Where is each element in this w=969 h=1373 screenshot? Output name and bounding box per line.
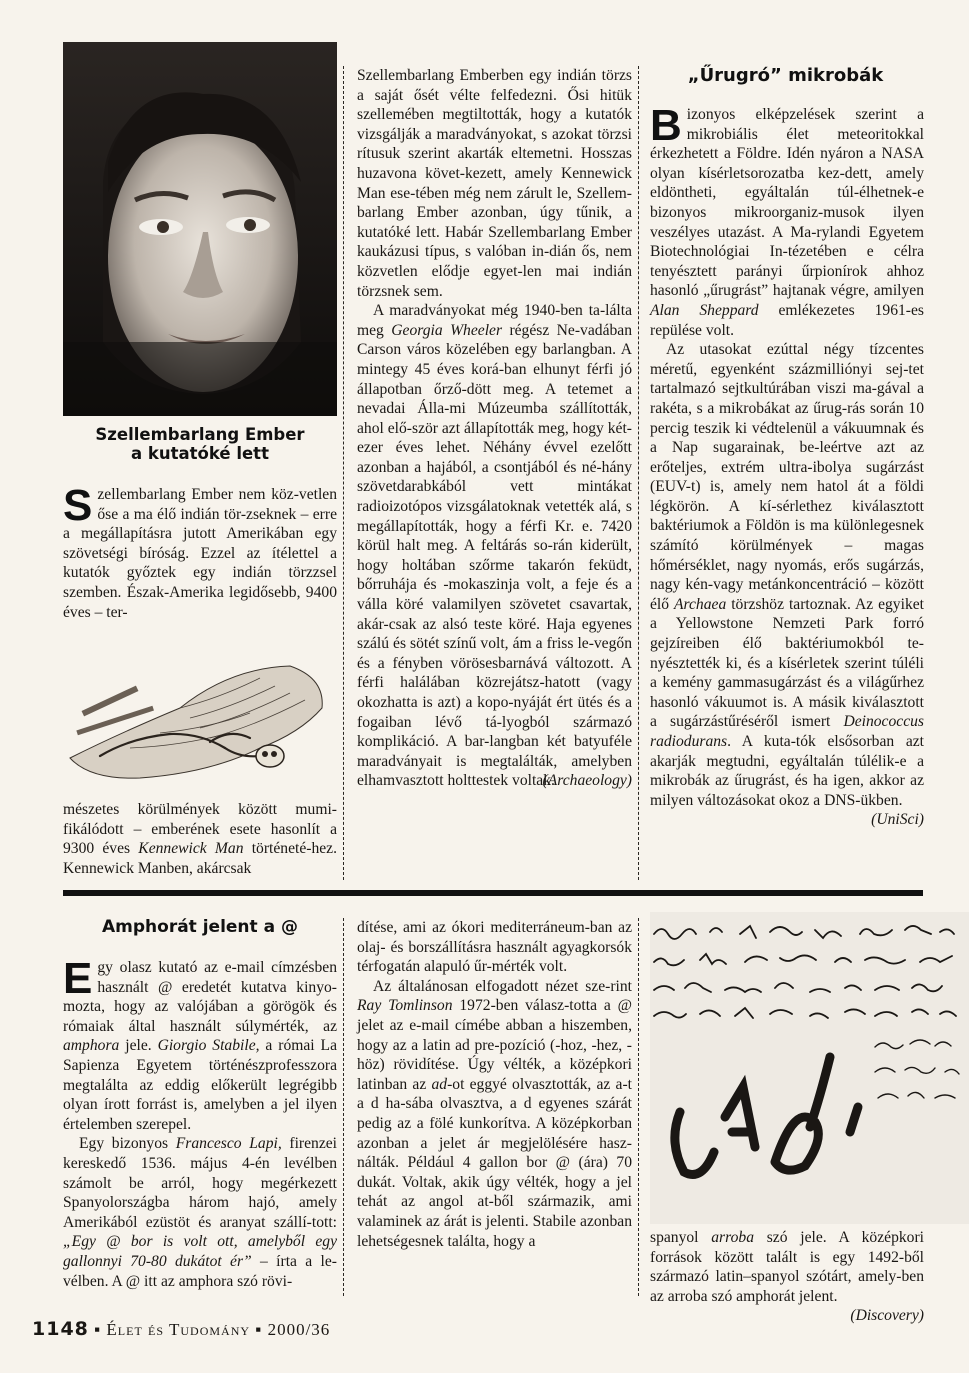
italic-name: Francesco Lapi,	[175, 1135, 282, 1153]
source-citation: (Archaeology)	[542, 772, 632, 790]
page-footer	[32, 1318, 330, 1340]
italic-name: Alan Sheppard	[650, 301, 759, 319]
section-divider	[63, 890, 923, 896]
italic-term: amphora	[63, 1037, 120, 1055]
article-heading: „Űrugró” mikrobák	[687, 65, 884, 86]
article-heading-line2: a kutatóké lett	[131, 444, 269, 463]
article-column-3: spanyol arroba szó jele. A középkori források között talált is egy 1492-ből származó latin–spanyol szótárt, amely-ben az arroba szó amphorát jelent. (Discovery)	[650, 1229, 924, 1325]
italic-name: Archaea	[674, 595, 727, 613]
paragraph: Szellembarlang Emberben egy indián törzs a saját ősét vélte felfedezni. Ősi hitük szellemében megtiltották, hogy a kutatók vizsgálják a maradványokat, s azokat törzsi rítusuk szerint akarták eltemetni. Hosszas huzavona követ-kezett, amely Kennewick Man ese-tében még nem zárult le, Szellem-barlang Ember azonban, úgy tűnik, a kutatóké lett. Habár Szellembarlang Ember kaukázusi típus, s valóban in-dián ős, nem közvetlen elődje egyet-len mai indián törzsnek sem.	[357, 67, 632, 300]
article-column-1-continuation: mészetes körülmények között mumi-fikálódott – emberének esete hasonlít a 9300 éves Kennewick Man történeté-hez. Kennewick Manben, akárcsak	[63, 801, 337, 877]
issue-number: 2000/36	[267, 1320, 331, 1339]
footer-bullet: ▪	[94, 1320, 102, 1339]
drop-cap: S	[63, 481, 93, 530]
italic-term: arroba	[711, 1229, 754, 1246]
mummy-illustration	[60, 638, 338, 790]
italic-term: ad	[431, 1075, 448, 1093]
column-separator	[638, 66, 639, 880]
article-heading: Amphorát jelent a @	[102, 917, 298, 937]
italic-quote: „Egy @ bor is volt ott, amelyből egy gallonnyi 70-80 dukátot ér”	[63, 1233, 337, 1270]
italic-name: Giorgio Stabile,	[157, 1037, 260, 1055]
italic-name: Ray Tomlinson	[357, 997, 453, 1015]
portrait-photo	[63, 42, 337, 416]
manuscript-scan	[650, 912, 969, 1224]
article-column-2: Szellembarlang Emberben egy indián törzs a saját ősét vélte felfedezni. Ősi hitük szellemében megtiltották, hogy a kutatók vizsgálják a maradványokat, s azokat törzsi rítusuk szerint akarták eltemetni. Hosszas huzavona követ-kezett, amely Kennewick Man ese-tében még nem zárult le, Szellem-barlang Ember azonban, úgy tűnik, a kutatóké lett. Habár Szellembarlang Ember kaukázusi típus, s valóban in-dián ős, nem közvetlen elődje egyet-len mai indián törzsnek sem. A maradványokat még 1940-ben ta-lálta meg Georgia Wheeler régész Ne-vadában Carson város közelében egy barlangban. A mintegy 45 éves korá-ban elhunyt férfi jó állapotban őrző-dött meg. A tetemet a nevadai Álla-mi Múzeumba szállították, ahol elő-ször azt állapították meg, hogy két-ezer éves lehet. Néhány évvel ezelőtt azonban a hajából, a csontjából és né-hány szövetdarabkából vett mintákat radioizotópos vizsgálatoknak vetették alá, s megállapították, hogy a férfi Kr. e. 7420 körül halt meg. A feltárás so-rán kiderült, hogy holtában szőrme takarón feküdt, bőrruhája és -mokaszinja volt, a feje és a válla köré valamilyen szövetet csavartak, akár-csak az alsó teste köré. Haja egyenes szálú és sötét színű volt, ám a friss le-vegőn és a fényben vörösesbarnává változott. A férfi halálában közrejátsz-hatott (vagy okozhatta is azt) a kopo-nyáját ért ütés és a fogaiban lévő tá-lyogból származó komplikáció. A bar-langban két batyuféle maradványait is megtalálták, amelyben elhamvasztott holttestek voltak. (Archaeology)	[357, 67, 633, 790]
article-column-2: dítése, ami az ókori mediterráneum-ban az olaj- és borszállításra használt agyagkorsók térfogatán alapuló űr-mérték volt. Az általánosan elfogadott nézet sze-rint Ray Tomlinson 1972-ben válasz-totta a @ jelet az e-mail címébe abban a hiszemben, hogy az a latin ad pre-pozíció (-hoz, -hez, -höz) rövidítése. Úgy vélték, a középkori latinban az ad-ot eggyé olvasztották, az a-t a d ha-sába olvasztva, a d egyenes szárát pedig az a fölé kunkorítva. A középkorban azonban a jelet ár megjelölésére hasz-nálták. Például 4 gallon bor @ (ára) 70 dukát. Voltak, akik úgy vélték, hogy a jel tehát az angol at-ből származik, ami valaminek az árát is jelenti. Stabile azonban lehetségesnek találta, hogy a	[357, 919, 633, 1250]
column-separator	[343, 66, 344, 880]
article-column-1: Egy olasz kutató az e-mail címzésben használt @ eredetét kutatva kinyo-mozta, hogy az valójában a görögök és rómaiak által használt súlymérték, az amphora jele. Giorgio Stabile, a római La Sapienza Egyetem történészprofesszora megtalálta az eddig előkerült legrégibb olyan írott forrást is, amelyben a jel ilyen értelemben szerepel. Egy bizonyos Francesco Lapi, firenzei kereskedő 1536. május 4-én levélben számolt be arról, hogy megérkezett Spanyolországba három hajó, amely Amerikából ezüstöt és aranyat szállí-tott: „Egy @ bor is volt ott, amelyből egy gallonnyi 70-80 dukátot ér” – írta a le-vélben. A @ itt az amphora szó rövi-	[63, 954, 338, 1290]
article-column-3: Bizonyos elképzelések szerint a mikrobiális élet meteoritokkal érkezhetett a Földre. Idén nyáron a NASA olyan kísérletsorozatba kez-dett, amely eldöntheti, egyáltalán túl-élhetnek-e bizonyos mikroorganiz-musok ilyen veszélyes utazást. A Ma-rylandi Egyetem Biotechnológiai In-tézetében e célra tenyésztett parányi űrpionírok ahhoz hasonló „űrugrást” hajtanak végre, amilyen Alan Sheppard emlékezetes 1961-es repülése volt. Az utasokat ezúttal négy tízcentes méretű, egyenként százmilliónyi sej-tet tartalmazó sejtkultúrában viszi ma-gával a rakéta, s a mikrobákat az űrug-rás során 10 percig teszik ki védtelenül a vákuumnak és a Nap sugarainak, be-leértve azt az erőteljes, extrém ultra-ibolya sugárzást (EUV-t) is, amely nem hatol át a földi légkörön. A kí-sérlethez kiválasztott baktériumok a Földön is ma különlegesnek számító körülmények – magas hőmérséklet, nagy nyomás, erős sugárzás, nagy kén-vagy metánkoncentráció – között élő Archaea törzshöz tartoznak. Az egyiket a Yellowstone Nemzeti Park forró gejzíreiben élő baktériumokból te-nyésztették ki, és a kísérletek szerint túléli a kemény gammasugárzást és a világűrhez hasonló vákuumot is. A másik kiválasztott a sugárzástűréséről ismert Deinococcus radiodurans. A kuta-tók elsősorban azt akarják megtudni, egyáltalán túlélik-e a mikrobák az űrugrást, és ha igen, akkor az milyen változásokat okoz a DNS-ükben. (UniSci)	[650, 101, 924, 829]
paragraph: zellembarlang Ember nem köz-vetlen őse a ma élő indián tör-zseknek – erre a megállapításra jutott Amerikában egy szövetségi bíróság. Ezzel az ítélettel a kutatók győztek egy indián törzzsel szemben. Észak-Amerika legidősebb, 9400 éves – ter-	[63, 486, 337, 621]
article-heading: Szellembarlang Ember	[95, 425, 305, 444]
italic-name: Georgia Wheeler	[391, 321, 503, 339]
page-number: 1148	[32, 1318, 89, 1340]
source-citation: (UniSci)	[871, 811, 924, 829]
footer-bullet: ▪	[255, 1320, 263, 1339]
column-separator	[343, 918, 344, 1296]
journal-name: Élet és Tudomány	[106, 1320, 251, 1339]
source-citation: (Discovery)	[850, 1307, 924, 1325]
drop-cap: E	[63, 954, 93, 1003]
italic-name: Deinococcus radiodurans	[650, 713, 924, 750]
column-separator	[638, 918, 639, 1296]
drop-cap: B	[650, 101, 682, 150]
italic-name: Kennewick Man	[138, 840, 244, 858]
article-column-1	[63, 481, 337, 622]
